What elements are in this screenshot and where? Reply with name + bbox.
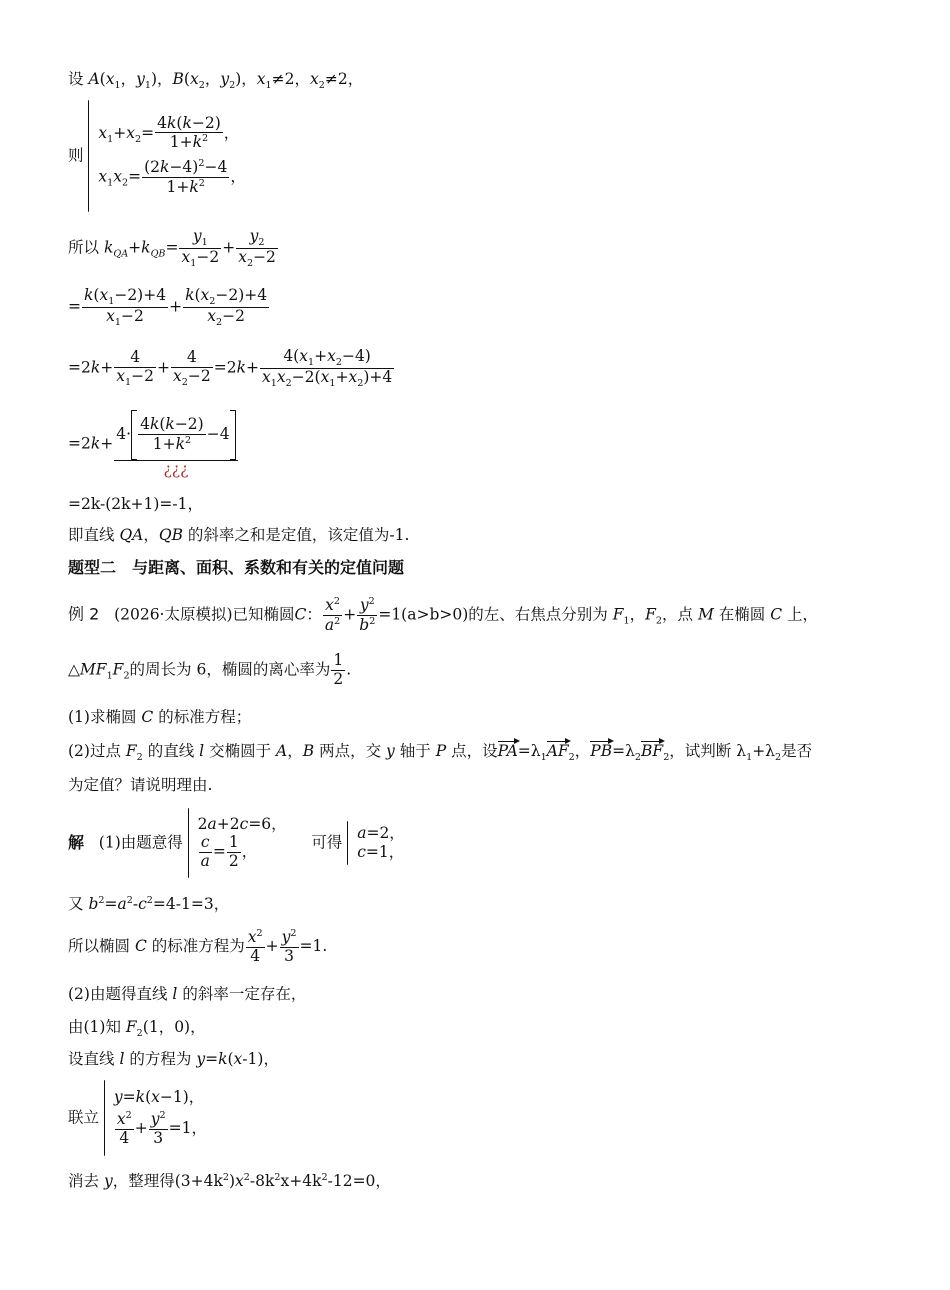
solution-part1: 解 (1)由题意得 2a+2c=6， $\frac{c}{a}$ = $\frac{1}{2}$ ， 可得 a=2， c=1， [68, 808, 405, 878]
example-2-line1: 例 2 (2026·太原模拟)已知椭圆C： $\frac{x^2}{a^2}$ + $\frac{y^2}{b^2}$ =1(a>b>0)的左、右焦点分别为 $F_1$，$F_2$，点 M 在椭圆 C 上， [68, 596, 819, 635]
question-2-line2: 为定值？请说明理由. [68, 776, 213, 794]
part2-slope: (2)由题得直线 l 的斜率一定存在， [68, 985, 307, 1003]
slope-sum-result: =2k-(2k+1)=-1， [68, 495, 203, 513]
example-2-line2: $\triangle MF_1F_2$的周长为 6，椭圆的离心率为 $\frac{1}{2}$ . [68, 651, 352, 688]
eliminate-y: 消去 y，整理得$(3+4k^2)x^2-8k^2x+4k^2-12=0$， [68, 1172, 391, 1191]
slope-sum-step4: =2k+ 4· $\frac{4k(k-2)}{1+k^2}$ −4 ¿¿¿ [68, 410, 239, 479]
line-equation: 设直线 l 的方程为 y=k(x-1)， [68, 1050, 279, 1068]
slope-sum: 所以 $k_{QA}+k_{QB}=$ $\frac{y_1}{x_1-2}$ + $\frac{y_2}{x_2-2}$ [68, 227, 276, 270]
joint-system: 联立 y=k(x−1)， $\frac{x^2}{4}$ + $\frac{y^2}{3}$ =1， [68, 1080, 207, 1156]
slope-sum-step3: =2k+ $\frac{4}{x_1-2}$ + $\frac{4}{x_2-2}$ =2k+ $\frac{4(x_1+x_2-4)}{x_1x_2-2(x_1+x_2)+4}$ [68, 347, 393, 390]
garbled-denominator: ¿¿¿ [163, 460, 189, 478]
b-squared: 又 $b^2=a^2-c^2=4-1=3$， [68, 895, 230, 914]
standard-equation: 所以椭圆 C 的标准方程为 $\frac{x^2}{4}$ + $\frac{y^2}{3}$ =1. [68, 928, 328, 965]
focus-coordinate: 由(1)知 $F_2(1$，0)， [68, 1018, 206, 1040]
assume-points: 设 $A(x_1$，$y_1$)，$B(x_2$，$y_2$)，$x_1\ne 2$，$x_2\ne 2$， [68, 70, 364, 92]
question-1: (1)求椭圆 C 的标准方程； [68, 708, 252, 726]
section-title: 题型二 与距离、面积、系数和有关的定值问题 [68, 558, 405, 577]
conclusion: 即直线 QA，QB 的斜率之和是定值，该定值为-1. [68, 526, 410, 544]
vieta-system: 则 $x_1+x_2=$ $\frac{4k(k-2)}{1+k^2}$ ， $x_1x_2=$ $\frac{(2k-4)^2-4}{1+k^2}$ ， [68, 100, 246, 212]
slope-sum-step2: = $\frac{k(x_1-2)+4}{x_1-2}$ + $\frac{k(x_2-2)+4}{x_2-2}$ [68, 286, 268, 329]
question-2: (2)过点 $F_2$ 的直线 l 交椭圆于 A，B 两点，交 y 轴于 P 点，设$PA=\lambda_1AF_2$，$PB=\lambda_2BF_2$，试判断 $\lambda_1+\lambda_2$是否 [68, 742, 813, 764]
